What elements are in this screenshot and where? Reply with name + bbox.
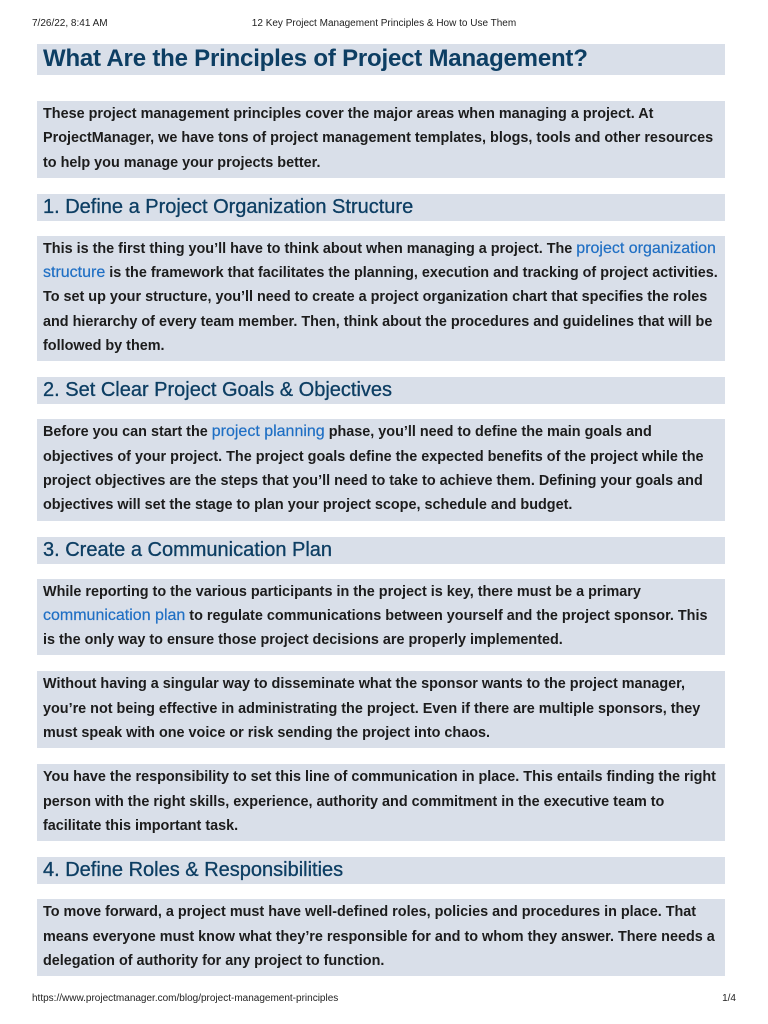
print-footer bbox=[32, 993, 736, 1007]
print-datetime: 7/26/22, 8:41 AM bbox=[32, 18, 108, 29]
article-heading: What Are the Principles of Project Management? bbox=[37, 44, 725, 75]
project-planning-link[interactable]: project planning bbox=[211, 423, 325, 441]
section-3-paragraph-3: You have the responsibility to set this line of communication in place. This entails finding the right person with the right skills, experience, authority and commitment in the executive team to facilitate this important task. bbox=[37, 764, 725, 841]
print-header bbox=[32, 18, 736, 32]
communication-plan-link[interactable]: communication plan bbox=[43, 606, 186, 624]
section-3-text-after: to regulate communications between yourself and the project sponsor. This is the only way to ensure those project decisions are properly implemented. bbox=[43, 607, 708, 649]
intro-paragraph: These project management principles cover the major areas when managing a project. At ProjectManager, we have tons of project management templates, blogs, tools and other resources to help you manage your projects better. bbox=[37, 101, 725, 178]
print-url: https://www.projectmanager.com/blog/project-management-principles bbox=[32, 993, 339, 1004]
section-2-text-after: phase, you’ll need to define the main goals and objectives of your project. The project goals define the expected benefits of the project while the project objectives are the steps that you’ll need to take to achieve them. Defining your goals and objectives will set the stage to plan your project scope, schedule and budget. bbox=[43, 424, 704, 514]
section-3-paragraph-2: Without having a singular way to disseminate what the sponsor wants to the project manager, you’re not being effective in administrating the project. Even if there are multiple sponsors, they must speak with one voice or risk sending the project into chaos. bbox=[37, 671, 725, 748]
section-1-paragraph bbox=[37, 236, 725, 361]
section-4-paragraph: To move forward, a project must have well-defined roles, policies and procedures in place. That means everyone must know what they’re responsible for and to whom they answer. There needs a delegation of authority for any project to function. bbox=[37, 899, 725, 976]
section-3-paragraph-1 bbox=[37, 579, 725, 656]
section-1-text-before: This is the first thing you’ll have to think about when managing a project. The bbox=[43, 240, 577, 257]
section-3-text-before: While reporting to the various participants in the project is key, there must be a primary bbox=[43, 583, 641, 600]
section-2-paragraph bbox=[37, 419, 725, 520]
section-2-heading: 2. Set Clear Project Goals & Objectives bbox=[37, 377, 725, 404]
project-organization-structure-link[interactable]: project organization structure bbox=[43, 239, 716, 282]
section-1-text-after: is the framework that facilitates the planning, execution and tracking of project activities. To set up your structure, you’ll need to create a project organization chart that specifies the roles and hierarchy of every team member. Then, think about the procedures and guidelines that will be followed by them. bbox=[43, 265, 718, 355]
print-page-title: 12 Key Project Management Principles & How to Use Them bbox=[251, 18, 517, 29]
section-1-heading: 1. Define a Project Organization Structure bbox=[37, 194, 725, 221]
section-3-heading: 3. Create a Communication Plan bbox=[37, 537, 725, 564]
print-page-number: 1/4 bbox=[722, 993, 736, 1004]
article-content bbox=[37, 44, 725, 992]
section-2-text-before: Before you can start the bbox=[43, 424, 212, 441]
section-4-heading: 4. Define Roles & Responsibilities bbox=[37, 857, 725, 884]
